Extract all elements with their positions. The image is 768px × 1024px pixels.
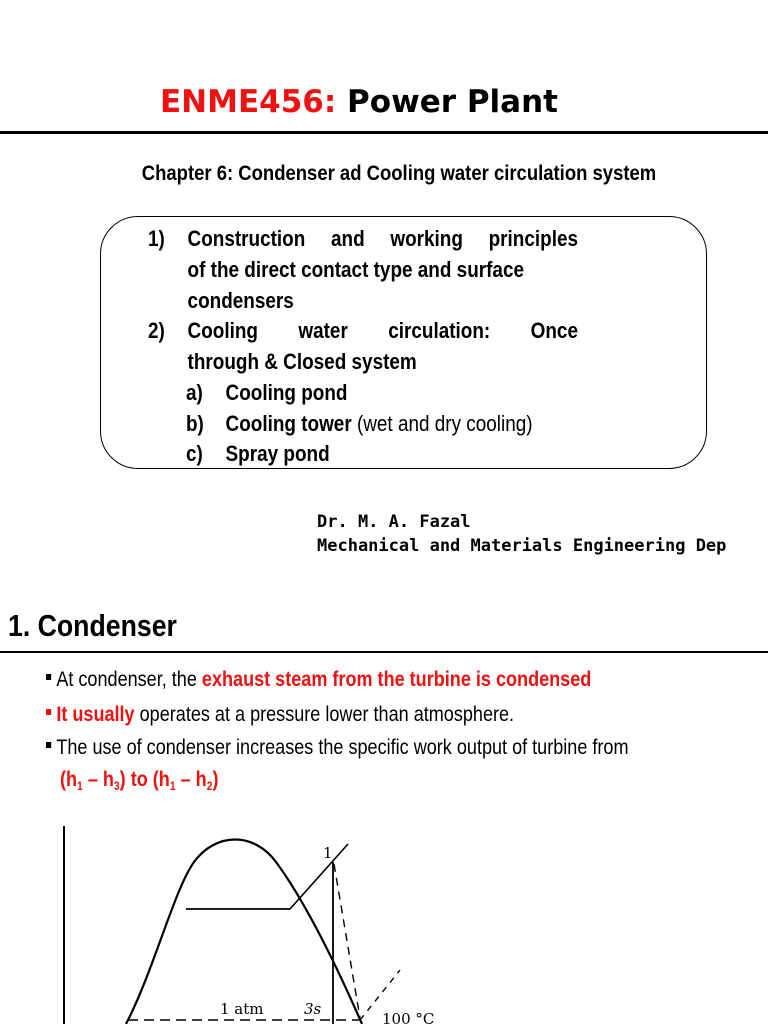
outline-subitem-bold: Spray pond [225, 441, 330, 466]
formula-subscript: 1 [77, 779, 83, 793]
bullet-text: operates at a pressure lower than atmosphere. [134, 703, 515, 726]
formula-part: ) to (h [119, 768, 170, 791]
ts-diagram-figure [44, 820, 454, 1024]
author-department: Mechanical and Materials Engineering Dep [317, 536, 727, 556]
formula-part: – h [82, 768, 114, 791]
pressure-label: 1 atm [220, 1000, 264, 1018]
outline-word: Cooling [187, 318, 258, 343]
outline-subitem-text [226, 411, 533, 437]
author-block [317, 510, 726, 558]
square-bullet-icon [46, 674, 51, 680]
outline-letter: c) [186, 441, 203, 466]
outline-text: condensers [187, 288, 294, 313]
outline-word: and [331, 226, 365, 251]
bullet-text: At condenser, the [56, 668, 202, 691]
section-divider [0, 651, 768, 653]
formula-subscript: 3 [113, 779, 120, 793]
outline-subitem-bold: Cooling tower [225, 411, 352, 436]
outline-number: 2) [148, 318, 165, 343]
outline-line-justified [188, 318, 578, 344]
outline-text: through & Closed system [187, 349, 417, 374]
formula-part: – h [175, 768, 207, 791]
actual-expansion-line [334, 864, 360, 1018]
bullet-text: The use of condenser increases the specific work output of turbine from [56, 736, 629, 759]
course-code: ENME456: [160, 84, 337, 120]
bullet-highlight: It usually [56, 703, 135, 726]
outline-subitem-text [226, 441, 330, 467]
outline-word: circulation: [388, 318, 491, 343]
state-1-label: 1 [323, 844, 333, 862]
course-name: Power Plant [336, 84, 558, 120]
section-title: 1. Condenser [8, 608, 177, 643]
outline-word: Once [530, 318, 578, 343]
outline-word: principles [488, 226, 578, 251]
outline-subitem-normal: (wet and dry cooling) [351, 411, 533, 436]
formula-part: ) [212, 768, 219, 791]
state-3s-label: 3s [304, 1000, 322, 1018]
bullet-item-3 [46, 735, 629, 761]
chapter-title: Chapter 6: Condenser ad Cooling water circulation system [141, 162, 657, 185]
square-bullet-icon [46, 709, 51, 715]
outline-word: Construction [187, 226, 306, 251]
outline-letter: b) [186, 411, 204, 436]
square-bullet-icon [46, 742, 51, 748]
bullet-item-2 [46, 702, 514, 728]
temperature-label: 100 °C [382, 1010, 435, 1024]
outline-subitem-text [226, 380, 348, 406]
course-title [0, 84, 718, 120]
formula-subscript: 2 [206, 779, 213, 793]
bullet-item-1 [46, 667, 591, 693]
formula-subscript: 1 [169, 779, 176, 793]
outline-word: working [390, 226, 463, 251]
outline-subitem-bold: Cooling pond [225, 380, 348, 405]
outline-word: water [298, 318, 348, 343]
formula-part: (h [60, 768, 78, 791]
work-formula [60, 767, 218, 799]
outline-line-justified [188, 226, 578, 252]
outline-letter: a) [186, 380, 203, 405]
bullet-highlight: exhaust steam from the turbine is condensed [201, 668, 592, 691]
outline-text: of the direct contact type and surface [187, 257, 524, 282]
outline-number: 1) [148, 226, 165, 251]
author-name: Dr. M. A. Fazal [317, 512, 471, 532]
title-divider [0, 131, 768, 134]
